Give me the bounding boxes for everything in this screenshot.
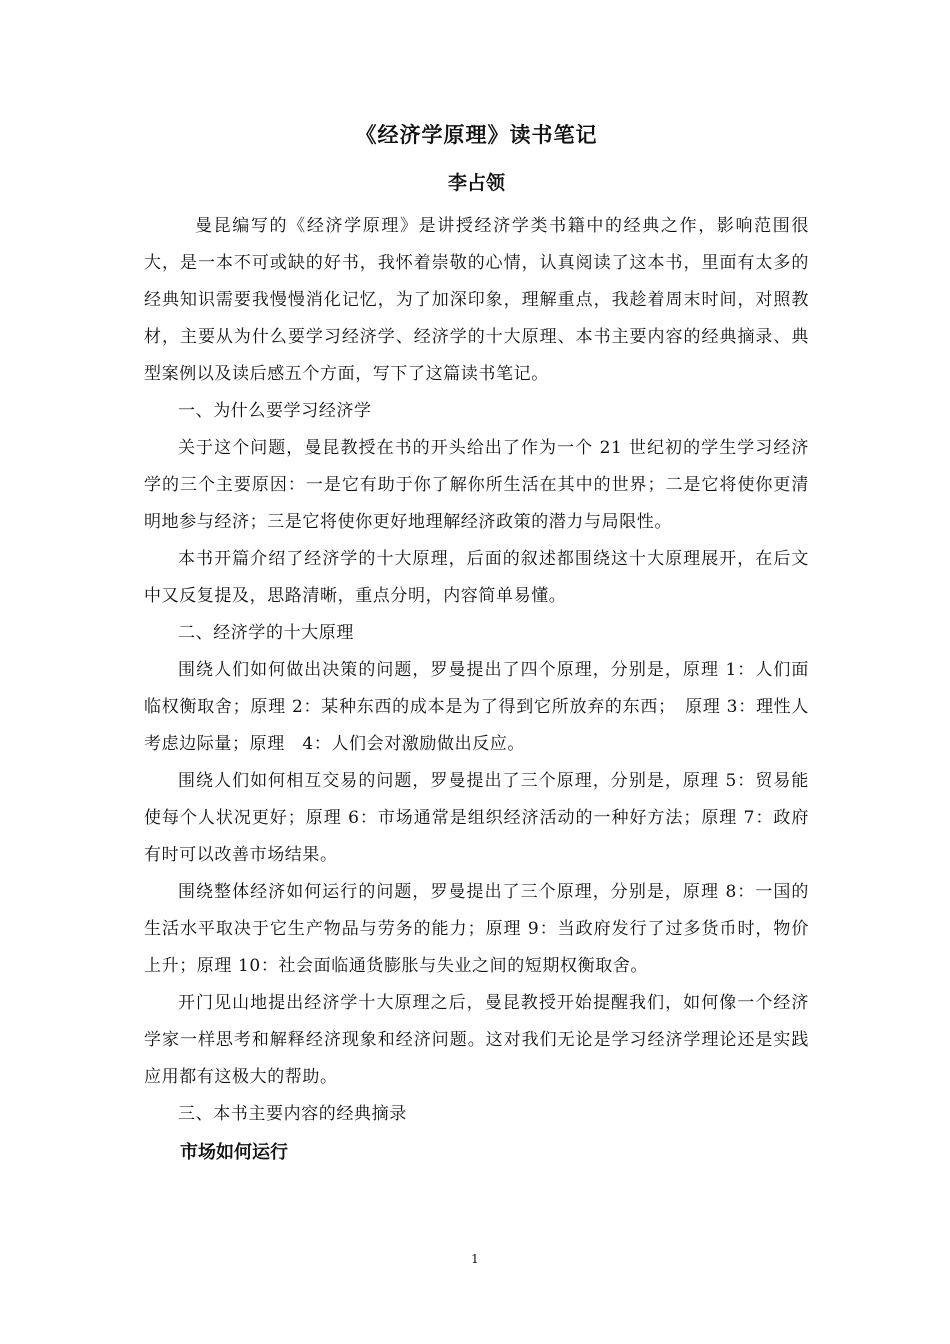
author-name: 李占领 (447, 172, 505, 194)
section-heading-2: 二、经济学的十大原理 (178, 623, 354, 643)
body-paragraph: 开门见山地提出经济学十大原理之后，曼昆教授开始提醒我们，如何像一个经济学家一样思考和解释经济现象和经济问题。这对我们无论是学习经济学理论还是实践应用都有这极大的帮助。 (144, 993, 809, 1087)
subsection-heading: 市场如何运行 (180, 1142, 288, 1163)
body-paragraph: 本书开篇介绍了经济学的十大原理，后面的叙述都围绕这十大原理展开，在后文中又反复提及，思路清晰，重点分明，内容简单易懂。 (144, 549, 809, 606)
section-heading-3: 三、本书主要内容的经典摘录 (178, 1104, 407, 1124)
body-paragraph: 关于这个问题，曼昆教授在书的开头给出了作为一个 21 世纪初的学生学习经济学的三个主要原因：一是它有助于你了解你所生活在其中的世界；二是它将使你更清明地参与经济；三是它将使你更好地理解经济政策的潜力与局限性。 (144, 438, 809, 532)
body-paragraph: 围绕人们如何相互交易的问题，罗曼提出了三个原理，分别是，原理 5：贸易能使每个人状况更好；原理 6：市场通常是组织经济活动的一种好方法；原理 7：政府有时可以改善市场结果。 (144, 771, 809, 865)
document-body (144, 118, 809, 1173)
body-paragraph: 围绕整体经济如何运行的问题，罗曼提出了三个原理，分别是，原理 8：一国的生活水平取决于它生产物品与劳务的能力；原理 9：当政府发行了过多货币时，物价上升；原理 10：社会面临通货膨胀与失业之间的短期权衡取舍。 (144, 882, 809, 976)
page-number: 1 (471, 1252, 479, 1266)
body-paragraph: 围绕人们如何做出决策的问题，罗曼提出了四个原理，分别是，原理 1：人们面临权衡取舍；原理 2：某种东西的成本是为了得到它所放弃的东西； 原理 3：理性人考虑边际量；原理 4：人们会对激励做出反应。 (144, 660, 809, 754)
intro-paragraph: 曼昆编写的《经济学原理》是讲授经济学类书籍中的经典之作，影响范围很大，是一本不可或缺的好书，我怀着崇敬的心情，认真阅读了这本书，里面有太多的经典知识需要我慢慢消化记忆，为了加深印象，理解重点，我趁着周末时间，对照教材，主要从为什么要学习经济学、经济学的十大原理、本书主要内容的经典摘录、典型案例以及读后感五个方面，写下了这篇读书笔记。 (144, 216, 809, 384)
section-heading-1: 一、为什么要学习经济学 (178, 401, 372, 421)
document-title: 《经济学原理》读书笔记 (355, 122, 598, 147)
